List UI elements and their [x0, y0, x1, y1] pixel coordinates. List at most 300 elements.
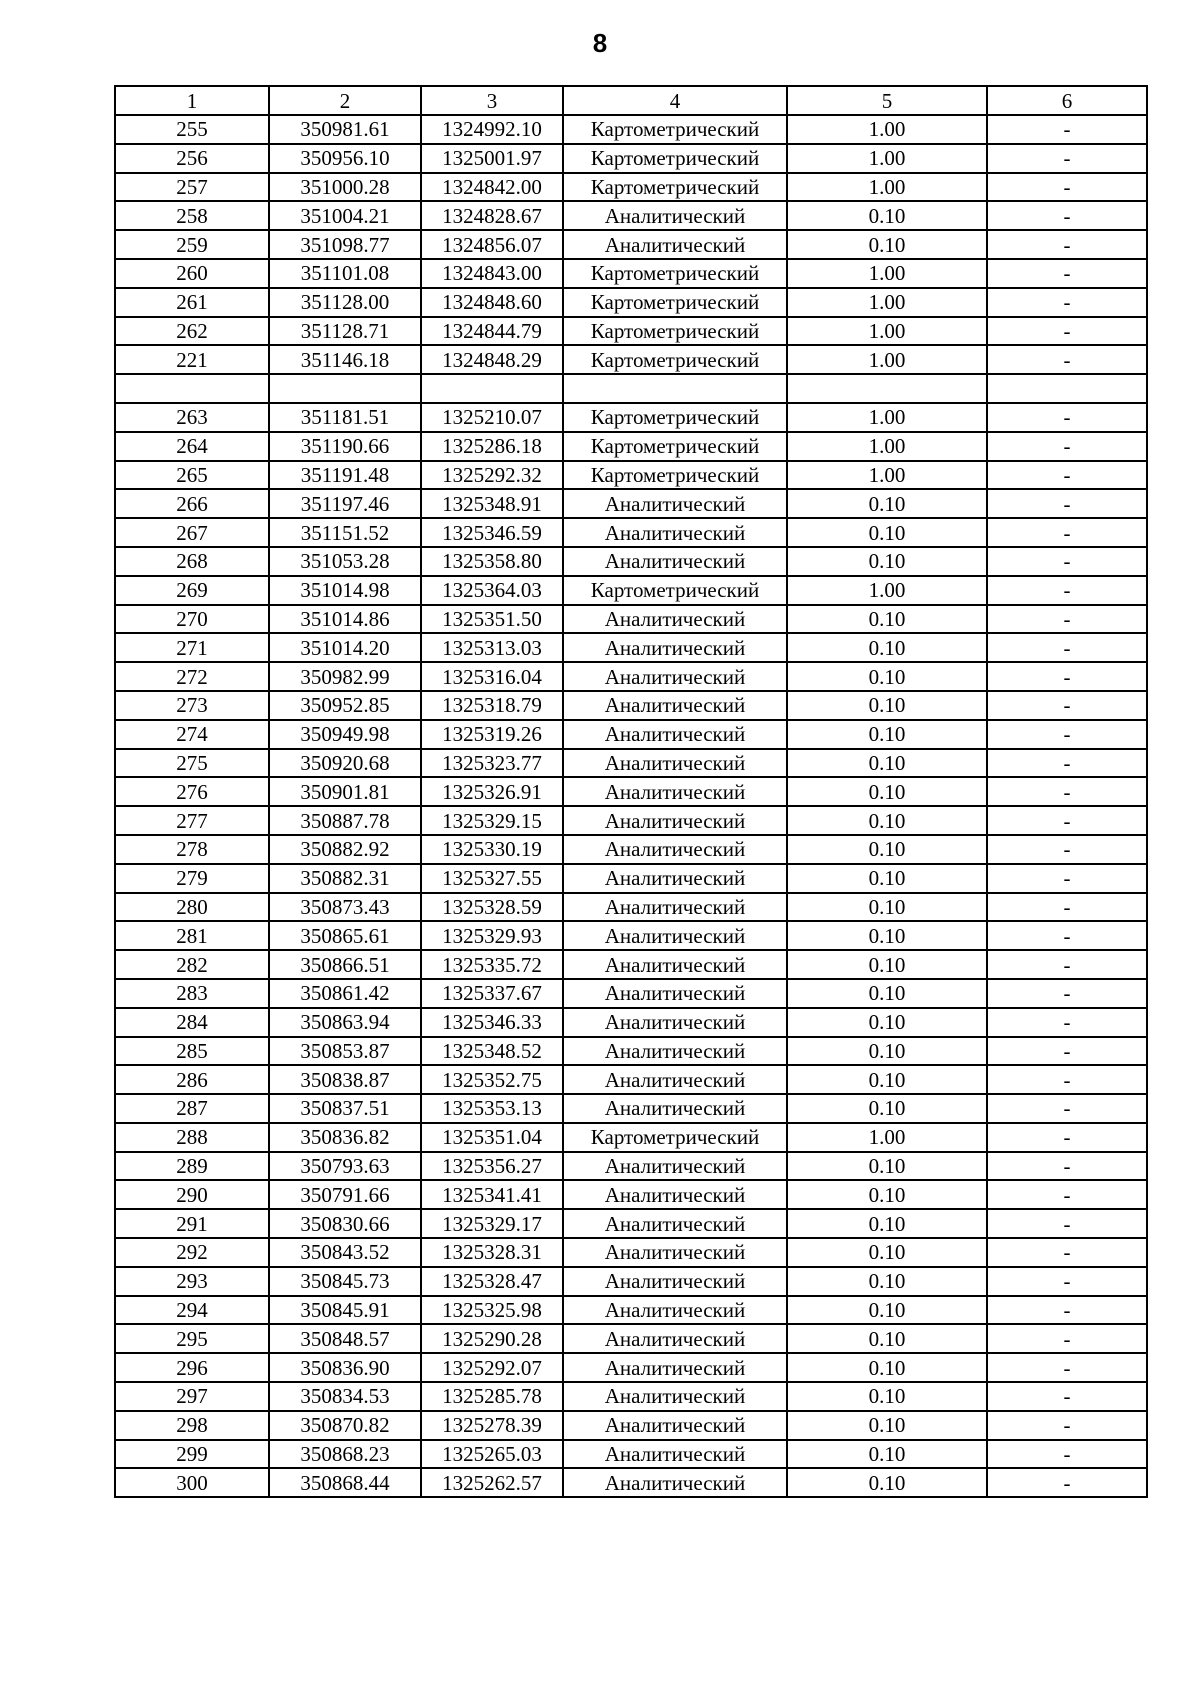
x-coordinate-cell: 351014.98 — [269, 576, 421, 605]
x-coordinate-cell: 350837.51 — [269, 1094, 421, 1123]
description-cell: - — [987, 1440, 1147, 1469]
accuracy-cell: 0.10 — [787, 1209, 987, 1238]
description-cell: - — [987, 691, 1147, 720]
y-coordinate-cell: 1325352.75 — [421, 1065, 563, 1094]
accuracy-cell: 0.10 — [787, 230, 987, 259]
description-cell: - — [987, 1382, 1147, 1411]
method-cell: Аналитический — [563, 1152, 787, 1181]
table-row — [115, 605, 1147, 634]
point-number-cell — [115, 374, 269, 403]
x-coordinate-cell: 350791.66 — [269, 1180, 421, 1209]
point-number-cell: 300 — [115, 1468, 269, 1497]
column-header: 3 — [421, 86, 563, 115]
method-cell: Картометрический — [563, 115, 787, 144]
x-coordinate-cell: 350853.87 — [269, 1037, 421, 1066]
table-row — [115, 1037, 1147, 1066]
y-coordinate-cell: 1325265.03 — [421, 1440, 563, 1469]
description-cell: - — [987, 605, 1147, 634]
x-coordinate-cell: 351000.28 — [269, 173, 421, 202]
accuracy-cell: 0.10 — [787, 749, 987, 778]
description-cell: - — [987, 173, 1147, 202]
method-cell: Аналитический — [563, 1324, 787, 1353]
method-cell: Аналитический — [563, 1209, 787, 1238]
point-number-cell: 286 — [115, 1065, 269, 1094]
method-cell: Картометрический — [563, 1123, 787, 1152]
method-cell: Аналитический — [563, 777, 787, 806]
point-number-cell: 272 — [115, 662, 269, 691]
method-cell: Картометрический — [563, 345, 787, 374]
accuracy-cell: 0.10 — [787, 921, 987, 950]
table-row — [115, 662, 1147, 691]
x-coordinate-cell: 350861.42 — [269, 979, 421, 1008]
accuracy-cell: 1.00 — [787, 403, 987, 432]
point-number-cell: 281 — [115, 921, 269, 950]
table-row — [115, 633, 1147, 662]
accuracy-cell: 1.00 — [787, 1123, 987, 1152]
point-number-cell: 260 — [115, 259, 269, 288]
point-number-cell: 271 — [115, 633, 269, 662]
accuracy-cell: 0.10 — [787, 1382, 987, 1411]
table-row — [115, 1353, 1147, 1382]
x-coordinate-cell: 350982.99 — [269, 662, 421, 691]
coordinates-table — [114, 85, 1148, 1498]
x-coordinate-cell: 350836.82 — [269, 1123, 421, 1152]
y-coordinate-cell: 1325292.32 — [421, 461, 563, 490]
accuracy-cell: 0.10 — [787, 864, 987, 893]
method-cell: Аналитический — [563, 1065, 787, 1094]
method-cell — [563, 374, 787, 403]
y-coordinate-cell: 1324848.29 — [421, 345, 563, 374]
method-cell: Аналитический — [563, 230, 787, 259]
y-coordinate-cell: 1325326.91 — [421, 777, 563, 806]
accuracy-cell: 1.00 — [787, 144, 987, 173]
accuracy-cell: 0.10 — [787, 1008, 987, 1037]
table-row — [115, 1382, 1147, 1411]
description-cell: - — [987, 1353, 1147, 1382]
x-coordinate-cell: 350836.90 — [269, 1353, 421, 1382]
point-number-cell: 297 — [115, 1382, 269, 1411]
point-number-cell: 285 — [115, 1037, 269, 1066]
point-number-cell: 290 — [115, 1180, 269, 1209]
description-cell: - — [987, 633, 1147, 662]
accuracy-cell: 0.10 — [787, 1065, 987, 1094]
point-number-cell: 265 — [115, 461, 269, 490]
accuracy-cell: 1.00 — [787, 288, 987, 317]
x-coordinate-cell: 350882.92 — [269, 835, 421, 864]
accuracy-cell: 0.10 — [787, 835, 987, 864]
x-coordinate-cell: 350848.57 — [269, 1324, 421, 1353]
table-row — [115, 432, 1147, 461]
point-number-cell: 270 — [115, 605, 269, 634]
description-cell: - — [987, 345, 1147, 374]
x-coordinate-cell: 351101.08 — [269, 259, 421, 288]
table-row — [115, 1468, 1147, 1497]
point-number-cell: 274 — [115, 720, 269, 749]
point-number-cell: 257 — [115, 173, 269, 202]
point-number-cell: 262 — [115, 317, 269, 346]
table-row — [115, 201, 1147, 230]
table-row — [115, 576, 1147, 605]
table-row — [115, 115, 1147, 144]
description-cell: - — [987, 921, 1147, 950]
point-number-cell: 269 — [115, 576, 269, 605]
description-cell: - — [987, 1209, 1147, 1238]
point-number-cell: 299 — [115, 1440, 269, 1469]
description-cell: - — [987, 720, 1147, 749]
y-coordinate-cell: 1325210.07 — [421, 403, 563, 432]
table-row — [115, 720, 1147, 749]
point-number-cell: 279 — [115, 864, 269, 893]
accuracy-cell: 0.10 — [787, 1411, 987, 1440]
table-row — [115, 1296, 1147, 1325]
y-coordinate-cell: 1325328.47 — [421, 1267, 563, 1296]
point-number-cell: 295 — [115, 1324, 269, 1353]
description-cell — [987, 374, 1147, 403]
point-number-cell: 263 — [115, 403, 269, 432]
method-cell: Картометрический — [563, 173, 787, 202]
y-coordinate-cell: 1324828.67 — [421, 201, 563, 230]
description-cell: - — [987, 144, 1147, 173]
table-row — [115, 1238, 1147, 1267]
accuracy-cell: 1.00 — [787, 432, 987, 461]
table-row — [115, 950, 1147, 979]
point-number-cell: 294 — [115, 1296, 269, 1325]
y-coordinate-cell: 1325316.04 — [421, 662, 563, 691]
point-number-cell: 284 — [115, 1008, 269, 1037]
accuracy-cell: 1.00 — [787, 317, 987, 346]
x-coordinate-cell: 350956.10 — [269, 144, 421, 173]
method-cell: Аналитический — [563, 835, 787, 864]
y-coordinate-cell: 1325337.67 — [421, 979, 563, 1008]
accuracy-cell: 0.10 — [787, 691, 987, 720]
x-coordinate-cell: 350866.51 — [269, 950, 421, 979]
point-number-cell: 280 — [115, 893, 269, 922]
accuracy-cell: 1.00 — [787, 115, 987, 144]
description-cell: - — [987, 864, 1147, 893]
accuracy-cell: 0.10 — [787, 1094, 987, 1123]
description-cell: - — [987, 489, 1147, 518]
method-cell: Аналитический — [563, 201, 787, 230]
method-cell: Аналитический — [563, 1353, 787, 1382]
table-row — [115, 345, 1147, 374]
x-coordinate-cell: 351004.21 — [269, 201, 421, 230]
table-row — [115, 1094, 1147, 1123]
point-number-cell: 276 — [115, 777, 269, 806]
x-coordinate-cell: 350843.52 — [269, 1238, 421, 1267]
method-cell: Аналитический — [563, 1094, 787, 1123]
method-cell: Аналитический — [563, 1037, 787, 1066]
description-cell: - — [987, 1468, 1147, 1497]
table-row — [115, 1440, 1147, 1469]
method-cell: Аналитический — [563, 806, 787, 835]
y-coordinate-cell: 1325278.39 — [421, 1411, 563, 1440]
method-cell: Картометрический — [563, 317, 787, 346]
method-cell: Аналитический — [563, 893, 787, 922]
table-row — [115, 259, 1147, 288]
y-coordinate-cell: 1325356.27 — [421, 1152, 563, 1181]
accuracy-cell — [787, 374, 987, 403]
x-coordinate-cell: 350949.98 — [269, 720, 421, 749]
method-cell: Аналитический — [563, 1382, 787, 1411]
description-cell: - — [987, 115, 1147, 144]
table-row — [115, 461, 1147, 490]
y-coordinate-cell: 1324856.07 — [421, 230, 563, 259]
method-cell: Картометрический — [563, 403, 787, 432]
method-cell: Аналитический — [563, 720, 787, 749]
method-cell: Аналитический — [563, 864, 787, 893]
table-row — [115, 777, 1147, 806]
y-coordinate-cell: 1325001.97 — [421, 144, 563, 173]
table-row — [115, 288, 1147, 317]
x-coordinate-cell: 351181.51 — [269, 403, 421, 432]
y-coordinate-cell: 1324848.60 — [421, 288, 563, 317]
table-row — [115, 144, 1147, 173]
table-row — [115, 1152, 1147, 1181]
x-coordinate-cell: 351190.66 — [269, 432, 421, 461]
description-cell: - — [987, 576, 1147, 605]
method-cell: Аналитический — [563, 921, 787, 950]
point-number-cell: 221 — [115, 345, 269, 374]
y-coordinate-cell: 1325318.79 — [421, 691, 563, 720]
y-coordinate-cell: 1325329.15 — [421, 806, 563, 835]
y-coordinate-cell: 1325329.93 — [421, 921, 563, 950]
table-row — [115, 230, 1147, 259]
description-cell: - — [987, 893, 1147, 922]
accuracy-cell: 0.10 — [787, 806, 987, 835]
method-cell: Аналитический — [563, 1468, 787, 1497]
x-coordinate-cell: 350952.85 — [269, 691, 421, 720]
table-row — [115, 518, 1147, 547]
method-cell: Картометрический — [563, 576, 787, 605]
method-cell: Картометрический — [563, 144, 787, 173]
point-number-cell: 283 — [115, 979, 269, 1008]
accuracy-cell: 0.10 — [787, 1037, 987, 1066]
x-coordinate-cell: 351014.86 — [269, 605, 421, 634]
x-coordinate-cell: 351128.00 — [269, 288, 421, 317]
table-row — [115, 864, 1147, 893]
accuracy-cell: 0.10 — [787, 547, 987, 576]
x-coordinate-cell: 350845.73 — [269, 1267, 421, 1296]
method-cell: Аналитический — [563, 1238, 787, 1267]
y-coordinate-cell: 1325346.59 — [421, 518, 563, 547]
y-coordinate-cell: 1324843.00 — [421, 259, 563, 288]
x-coordinate-cell: 350793.63 — [269, 1152, 421, 1181]
point-number-cell: 293 — [115, 1267, 269, 1296]
accuracy-cell: 1.00 — [787, 259, 987, 288]
x-coordinate-cell — [269, 374, 421, 403]
table-row — [115, 893, 1147, 922]
point-number-cell: 256 — [115, 144, 269, 173]
y-coordinate-cell: 1325262.57 — [421, 1468, 563, 1497]
column-header: 1 — [115, 86, 269, 115]
description-cell: - — [987, 1065, 1147, 1094]
method-cell: Аналитический — [563, 1296, 787, 1325]
accuracy-cell: 0.10 — [787, 1296, 987, 1325]
description-cell: - — [987, 547, 1147, 576]
description-cell: - — [987, 288, 1147, 317]
table-row — [115, 1411, 1147, 1440]
x-coordinate-cell: 350865.61 — [269, 921, 421, 950]
point-number-cell: 289 — [115, 1152, 269, 1181]
y-coordinate-cell: 1325328.31 — [421, 1238, 563, 1267]
x-coordinate-cell: 350882.31 — [269, 864, 421, 893]
y-coordinate-cell — [421, 374, 563, 403]
x-coordinate-cell: 351053.28 — [269, 547, 421, 576]
accuracy-cell: 0.10 — [787, 605, 987, 634]
y-coordinate-cell: 1325346.33 — [421, 1008, 563, 1037]
x-coordinate-cell: 351191.48 — [269, 461, 421, 490]
point-number-cell: 275 — [115, 749, 269, 778]
x-coordinate-cell: 350868.23 — [269, 1440, 421, 1469]
method-cell: Аналитический — [563, 1008, 787, 1037]
point-number-cell: 282 — [115, 950, 269, 979]
accuracy-cell: 0.10 — [787, 1180, 987, 1209]
description-cell: - — [987, 201, 1147, 230]
y-coordinate-cell: 1325285.78 — [421, 1382, 563, 1411]
point-number-cell: 291 — [115, 1209, 269, 1238]
x-coordinate-cell: 350920.68 — [269, 749, 421, 778]
accuracy-cell: 0.10 — [787, 1238, 987, 1267]
column-header: 2 — [269, 86, 421, 115]
accuracy-cell: 0.10 — [787, 662, 987, 691]
method-cell: Аналитический — [563, 605, 787, 634]
y-coordinate-cell: 1325292.07 — [421, 1353, 563, 1382]
table-row — [115, 1008, 1147, 1037]
accuracy-cell: 0.10 — [787, 1324, 987, 1353]
table-row — [115, 749, 1147, 778]
column-header: 6 — [987, 86, 1147, 115]
table-row — [115, 921, 1147, 950]
table-row — [115, 317, 1147, 346]
x-coordinate-cell: 350981.61 — [269, 115, 421, 144]
accuracy-cell: 0.10 — [787, 893, 987, 922]
point-number-cell: 287 — [115, 1094, 269, 1123]
accuracy-cell: 0.10 — [787, 1267, 987, 1296]
x-coordinate-cell: 350901.81 — [269, 777, 421, 806]
x-coordinate-cell: 350873.43 — [269, 893, 421, 922]
x-coordinate-cell: 350838.87 — [269, 1065, 421, 1094]
description-cell: - — [987, 1267, 1147, 1296]
y-coordinate-cell: 1325329.17 — [421, 1209, 563, 1238]
method-cell: Аналитический — [563, 518, 787, 547]
description-cell: - — [987, 1008, 1147, 1037]
x-coordinate-cell: 351128.71 — [269, 317, 421, 346]
description-cell: - — [987, 1180, 1147, 1209]
x-coordinate-cell: 350830.66 — [269, 1209, 421, 1238]
y-coordinate-cell: 1325364.03 — [421, 576, 563, 605]
description-cell: - — [987, 1324, 1147, 1353]
point-number-cell: 292 — [115, 1238, 269, 1267]
x-coordinate-cell: 350887.78 — [269, 806, 421, 835]
description-cell: - — [987, 749, 1147, 778]
y-coordinate-cell: 1325348.91 — [421, 489, 563, 518]
description-cell: - — [987, 1411, 1147, 1440]
method-cell: Аналитический — [563, 547, 787, 576]
method-cell: Картометрический — [563, 461, 787, 490]
method-cell: Картометрический — [563, 259, 787, 288]
description-cell: - — [987, 777, 1147, 806]
accuracy-cell: 0.10 — [787, 201, 987, 230]
description-cell: - — [987, 1296, 1147, 1325]
y-coordinate-cell: 1324844.79 — [421, 317, 563, 346]
y-coordinate-cell: 1325325.98 — [421, 1296, 563, 1325]
description-cell: - — [987, 1238, 1147, 1267]
description-cell: - — [987, 1094, 1147, 1123]
point-number-cell: 255 — [115, 115, 269, 144]
description-cell: - — [987, 432, 1147, 461]
point-number-cell: 278 — [115, 835, 269, 864]
x-coordinate-cell: 351014.20 — [269, 633, 421, 662]
method-cell: Аналитический — [563, 950, 787, 979]
description-cell: - — [987, 979, 1147, 1008]
table-row — [115, 374, 1147, 403]
y-coordinate-cell: 1325358.80 — [421, 547, 563, 576]
point-number-cell: 266 — [115, 489, 269, 518]
accuracy-cell: 0.10 — [787, 1152, 987, 1181]
x-coordinate-cell: 351146.18 — [269, 345, 421, 374]
description-cell: - — [987, 461, 1147, 490]
y-coordinate-cell: 1325341.41 — [421, 1180, 563, 1209]
y-coordinate-cell: 1325328.59 — [421, 893, 563, 922]
method-cell: Аналитический — [563, 1411, 787, 1440]
accuracy-cell: 1.00 — [787, 576, 987, 605]
method-cell: Аналитический — [563, 1180, 787, 1209]
accuracy-cell: 0.10 — [787, 979, 987, 1008]
table-row — [115, 1065, 1147, 1094]
description-cell: - — [987, 403, 1147, 432]
x-coordinate-cell: 350863.94 — [269, 1008, 421, 1037]
table-row — [115, 489, 1147, 518]
point-number-cell: 261 — [115, 288, 269, 317]
point-number-cell: 267 — [115, 518, 269, 547]
table-row — [115, 1209, 1147, 1238]
point-number-cell: 273 — [115, 691, 269, 720]
description-cell: - — [987, 662, 1147, 691]
accuracy-cell: 0.10 — [787, 777, 987, 806]
description-cell: - — [987, 1152, 1147, 1181]
point-number-cell: 268 — [115, 547, 269, 576]
x-coordinate-cell: 350845.91 — [269, 1296, 421, 1325]
point-number-cell: 259 — [115, 230, 269, 259]
point-number-cell: 264 — [115, 432, 269, 461]
column-header: 4 — [563, 86, 787, 115]
y-coordinate-cell: 1325313.03 — [421, 633, 563, 662]
point-number-cell: 258 — [115, 201, 269, 230]
description-cell: - — [987, 230, 1147, 259]
accuracy-cell: 0.10 — [787, 633, 987, 662]
accuracy-cell: 0.10 — [787, 518, 987, 547]
y-coordinate-cell: 1325335.72 — [421, 950, 563, 979]
point-number-cell: 277 — [115, 806, 269, 835]
table-row — [115, 1123, 1147, 1152]
y-coordinate-cell: 1324842.00 — [421, 173, 563, 202]
table-row — [115, 403, 1147, 432]
point-number-cell: 296 — [115, 1353, 269, 1382]
y-coordinate-cell: 1325319.26 — [421, 720, 563, 749]
table-row — [115, 979, 1147, 1008]
point-number-cell: 288 — [115, 1123, 269, 1152]
y-coordinate-cell: 1325290.28 — [421, 1324, 563, 1353]
method-cell: Аналитический — [563, 1267, 787, 1296]
y-coordinate-cell: 1325327.55 — [421, 864, 563, 893]
method-cell: Аналитический — [563, 489, 787, 518]
y-coordinate-cell: 1325330.19 — [421, 835, 563, 864]
table-row — [115, 1267, 1147, 1296]
method-cell: Аналитический — [563, 633, 787, 662]
description-cell: - — [987, 950, 1147, 979]
x-coordinate-cell: 351151.52 — [269, 518, 421, 547]
method-cell: Аналитический — [563, 979, 787, 1008]
